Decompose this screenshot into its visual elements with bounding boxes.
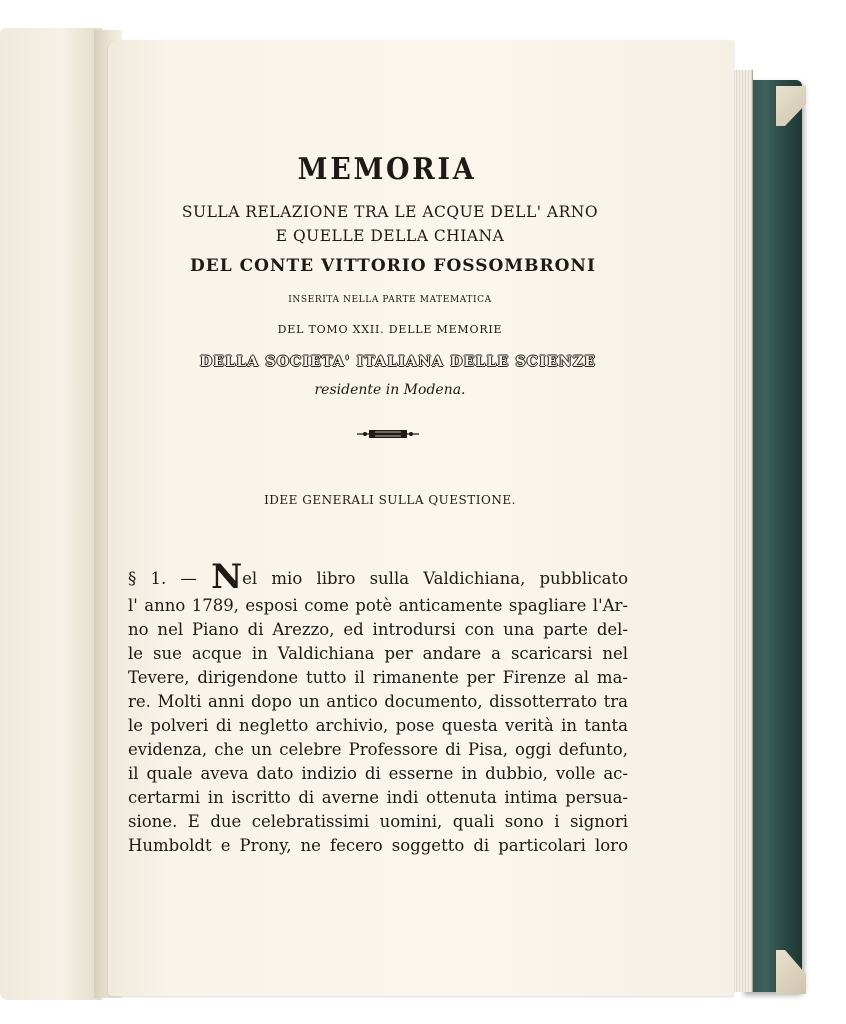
paragraph-line-5: Tevere, dirigendone tutto il rimanente per Firenze al ma- — [128, 668, 628, 687]
memoir-volume: DEL TOMO XXII. DELLE MEMORIE — [277, 323, 503, 336]
memoir-inserted-note: INSERITA NELLA PARTE MATEMATICA — [288, 295, 492, 305]
memoir-society: DELLA SOCIETA' ITALIANA DELLE SCIENZE — [200, 354, 597, 370]
paragraph-line-8: evidenza, che un celebre Professore di Pisa, oggi defunto, — [128, 740, 628, 759]
paragraph-line-2: l' anno 1789, esposi come potè anticamente spagliare l'Ar- — [128, 596, 628, 615]
paragraph-line-text: el mio libro sulla Valdichiana, pubblicato — [242, 569, 629, 588]
paragraph-line-10: certarmi in iscritto di averne indi ottenuta intima persua- — [128, 788, 628, 807]
paragraph-line-11: sione. E due celebratissimi uomini, quali sono i signori — [128, 812, 628, 831]
memoir-author: DEL CONTE VITTORIO FOSSOMBRONI — [190, 256, 596, 276]
memoir-residence: residente in Modena. — [314, 382, 466, 398]
paragraph-line-6: re. Molti anni dopo un antico documento, dissotterrato tra — [128, 692, 628, 711]
paragraph-line-12: Humboldt e Prony, ne fecero soggetto di particolari loro — [128, 836, 628, 855]
memoir-title: MEMORIA — [297, 152, 477, 187]
memoir-subtitle-line2: E QUELLE DELLA CHIANA — [275, 227, 505, 245]
memoir-subtitle-line1: SULLA RELAZIONE TRA LE ACQUE DELL' ARNO — [181, 203, 599, 221]
paragraph-line-3: no nel Piano di Arezzo, ed introdursi con una parte del- — [128, 620, 628, 639]
section-mark: § 1. — — [128, 569, 197, 588]
paragraph-line-9: il quale aveva dato indizio di esserne in dubbio, volle ac- — [128, 764, 628, 783]
ornament-divider-icon — [355, 428, 421, 440]
left-page — [0, 28, 102, 1000]
paragraph-line-1 — [128, 557, 629, 597]
paragraph-line-7: le polveri di negletto archivio, pose questa verità in tanta — [128, 716, 628, 735]
section-heading: IDEE GENERALI SULLA QUESTIONE. — [264, 493, 516, 507]
paragraph-line-4: le sue acque in Valdichiana per andare a scaricarsi nel — [128, 644, 628, 663]
drop-cap: N — [211, 557, 243, 597]
